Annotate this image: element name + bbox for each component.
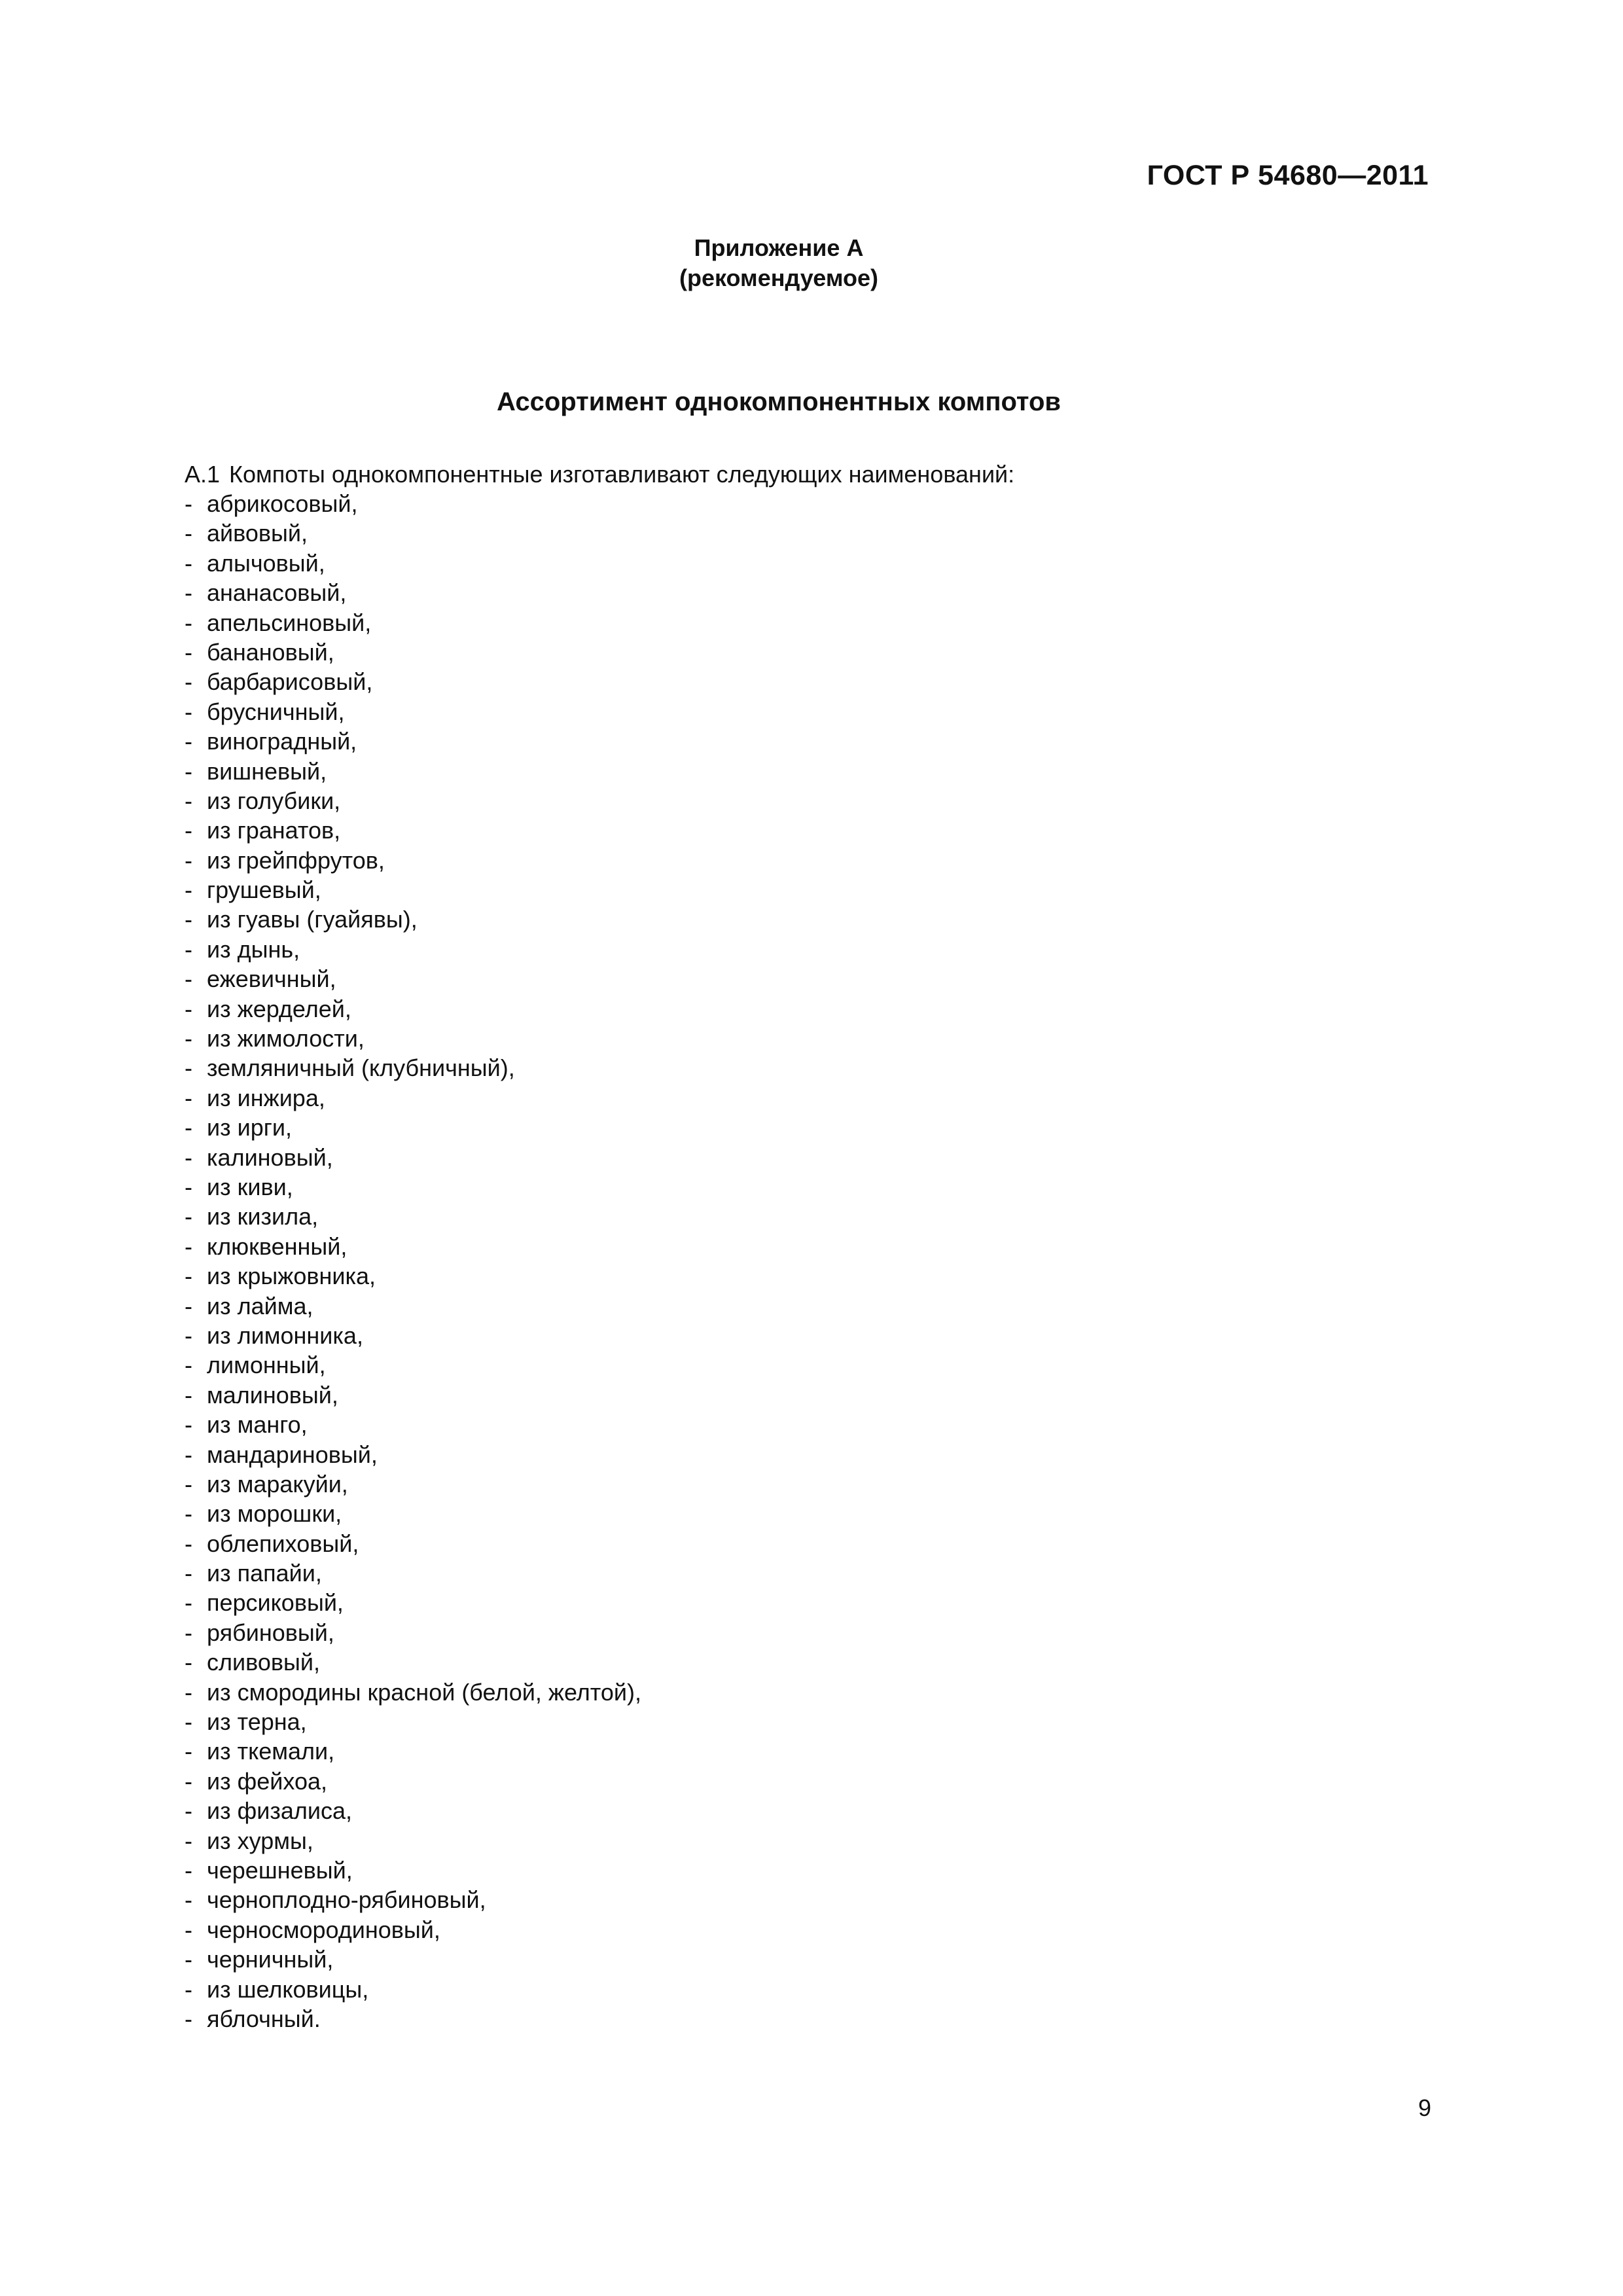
list-marker: - xyxy=(185,757,192,785)
list-item xyxy=(185,1410,1428,1439)
list-item xyxy=(185,846,1428,875)
list-item-text: из хурмы, xyxy=(207,1827,313,1854)
list-item xyxy=(185,697,1428,726)
list-marker: - xyxy=(185,698,192,725)
list-item xyxy=(185,1558,1428,1588)
list-item-text: облепиховый, xyxy=(207,1530,359,1557)
list-item-text: из грейпфрутов, xyxy=(207,846,385,874)
list-marker: - xyxy=(185,1916,192,1943)
list-marker: - xyxy=(185,787,192,814)
list-item-text: черешневый, xyxy=(207,1856,353,1884)
list-item-text: апельсиновый, xyxy=(207,609,372,636)
list-item-text: абрикосовый, xyxy=(207,490,358,517)
list-marker: - xyxy=(185,876,192,904)
list-marker: - xyxy=(185,2005,192,2032)
list-item-text: из фейхоа, xyxy=(207,1767,328,1795)
list-marker: - xyxy=(185,1678,192,1706)
list-item-text: из маракуйи, xyxy=(207,1470,348,1498)
list-item xyxy=(185,1588,1428,1617)
list-item-text: брусничный, xyxy=(207,698,345,725)
list-item xyxy=(185,1796,1428,1825)
list-marker: - xyxy=(185,1143,192,1171)
list-item-text: черничный, xyxy=(207,1946,334,1973)
list-item-text: из лайма, xyxy=(207,1292,313,1319)
list-marker: - xyxy=(185,1441,192,1468)
list-marker: - xyxy=(185,1084,192,1111)
list-item-text: банановый, xyxy=(207,638,334,666)
list-marker: - xyxy=(185,1292,192,1319)
list-item-text: из манго, xyxy=(207,1411,308,1439)
list-item xyxy=(185,875,1428,905)
clause xyxy=(185,459,1428,489)
list-item xyxy=(185,1113,1428,1142)
list-item xyxy=(185,1826,1428,1856)
list-item xyxy=(185,816,1428,845)
appendix-status: (рекомендуемое) xyxy=(679,264,878,291)
list-marker: - xyxy=(185,490,192,517)
list-marker: - xyxy=(185,1411,192,1439)
list-item-text: из папайи, xyxy=(207,1560,322,1587)
list-marker: - xyxy=(185,1054,192,1082)
list-item-text: из голубики, xyxy=(207,787,341,814)
list-marker: - xyxy=(185,1263,192,1290)
appendix-title: Приложение А xyxy=(694,234,864,261)
list-marker: - xyxy=(185,1560,192,1587)
list-item-text: из морошки, xyxy=(207,1500,342,1528)
list-marker: - xyxy=(185,846,192,874)
list-marker: - xyxy=(185,520,192,547)
list-marker: - xyxy=(185,579,192,607)
list-item xyxy=(185,1053,1428,1083)
standard-code: ГОСТ Р 54680—2011 xyxy=(1147,160,1429,191)
clause-number: А.1 xyxy=(185,461,221,488)
list-marker: - xyxy=(185,935,192,963)
list-item xyxy=(185,1529,1428,1558)
list-item-text: ежевичный, xyxy=(207,965,336,993)
list-item xyxy=(185,1707,1428,1736)
list-item xyxy=(185,1915,1428,1945)
list-item xyxy=(185,2004,1428,2034)
list-item xyxy=(185,578,1428,607)
list-item xyxy=(185,667,1428,696)
list-marker: - xyxy=(185,906,192,933)
list-item xyxy=(185,1647,1428,1677)
list-item xyxy=(185,1618,1428,1647)
list-item-text: вишневый, xyxy=(207,757,327,785)
list-item-text: из дынь, xyxy=(207,935,300,963)
list-item-text: барбарисовый, xyxy=(207,668,373,696)
list-item xyxy=(185,1321,1428,1350)
list-item-text: из терна, xyxy=(207,1708,307,1736)
list-item xyxy=(185,489,1428,518)
list-marker: - xyxy=(185,1946,192,1973)
list-item-text: малиновый, xyxy=(207,1381,338,1408)
list-item-text: виноградный, xyxy=(207,728,357,755)
list-item xyxy=(185,1469,1428,1499)
list-item-text: айвовый, xyxy=(207,520,308,547)
list-item-text: алычовый, xyxy=(207,549,325,577)
list-item-text: из смородины красной (белой, желтой), xyxy=(207,1678,642,1706)
list-item-text: из ирги, xyxy=(207,1114,292,1141)
list-item xyxy=(185,1440,1428,1469)
list-item xyxy=(185,757,1428,786)
list-item xyxy=(185,1232,1428,1261)
list-item-text: из физалиса, xyxy=(207,1797,353,1825)
list-item xyxy=(185,1380,1428,1410)
list-item-text: грушевый, xyxy=(207,876,321,904)
list-item xyxy=(185,1945,1428,1974)
list-item xyxy=(185,935,1428,964)
list-item xyxy=(185,548,1428,578)
list-marker: - xyxy=(185,1500,192,1528)
list-item-text: калиновый, xyxy=(207,1143,333,1171)
list-marker: - xyxy=(185,728,192,755)
list-item xyxy=(185,1143,1428,1172)
list-marker: - xyxy=(185,1381,192,1408)
list-marker: - xyxy=(185,1738,192,1765)
list-marker: - xyxy=(185,995,192,1022)
list-item-text: из лимонника, xyxy=(207,1321,363,1349)
list-item xyxy=(185,1350,1428,1380)
list-marker: - xyxy=(185,1321,192,1349)
list-item-text: из ткемали, xyxy=(207,1738,335,1765)
compote-list xyxy=(185,489,1428,2034)
list-item xyxy=(185,1083,1428,1113)
list-item xyxy=(185,994,1428,1024)
list-item xyxy=(185,1975,1428,2004)
list-marker: - xyxy=(185,1114,192,1141)
list-item-text: из крыжовника, xyxy=(207,1263,376,1290)
content xyxy=(185,459,1428,2034)
appendix-heading xyxy=(0,233,1558,293)
list-item-text: из гранатов, xyxy=(207,817,341,844)
list-marker: - xyxy=(185,609,192,636)
list-item-text: рябиновый, xyxy=(207,1619,334,1646)
list-marker: - xyxy=(185,1708,192,1736)
list-item xyxy=(185,1172,1428,1202)
section-title: Ассортимент однокомпонентных компотов xyxy=(496,387,1061,416)
list-item xyxy=(185,518,1428,548)
list-marker: - xyxy=(185,1173,192,1200)
list-marker: - xyxy=(185,1530,192,1557)
list-marker: - xyxy=(185,638,192,666)
list-item xyxy=(185,1499,1428,1528)
list-marker: - xyxy=(185,1797,192,1825)
list-item-text: земляничный (клубничный), xyxy=(207,1054,515,1082)
list-marker: - xyxy=(185,1827,192,1854)
list-marker: - xyxy=(185,1767,192,1795)
list-item xyxy=(185,1677,1428,1707)
list-item xyxy=(185,1024,1428,1053)
list-item xyxy=(185,608,1428,637)
list-marker: - xyxy=(185,1203,192,1230)
list-marker: - xyxy=(185,1232,192,1260)
list-item-text: мандариновый, xyxy=(207,1441,378,1468)
list-item-text: из гуавы (гуайявы), xyxy=(207,906,418,933)
list-marker: - xyxy=(185,1025,192,1052)
list-marker: - xyxy=(185,668,192,696)
list-marker: - xyxy=(185,1470,192,1498)
list-item xyxy=(185,1291,1428,1321)
list-marker: - xyxy=(185,1589,192,1617)
list-item-text: сливовый, xyxy=(207,1649,320,1676)
list-item-text: черноплодно-рябиновый, xyxy=(207,1886,486,1914)
list-item xyxy=(185,905,1428,934)
list-item xyxy=(185,964,1428,994)
list-item-text: из жерделей, xyxy=(207,995,351,1022)
list-item xyxy=(185,1856,1428,1885)
list-marker: - xyxy=(185,1619,192,1646)
list-item-text: клюквенный, xyxy=(207,1232,348,1260)
list-item xyxy=(185,637,1428,667)
list-item xyxy=(185,1885,1428,1914)
clause-text: Компоты однокомпонентные изготавливают следующих наименований: xyxy=(229,461,1015,488)
list-marker: - xyxy=(185,549,192,577)
list-item-text: из шелковицы, xyxy=(207,1975,369,2003)
list-item xyxy=(185,1202,1428,1231)
list-marker: - xyxy=(185,1886,192,1914)
list-item xyxy=(185,1736,1428,1766)
list-item-text: из кизила, xyxy=(207,1203,319,1230)
list-item-text: из киви, xyxy=(207,1173,293,1200)
list-item-text: черносмородиновый, xyxy=(207,1916,440,1943)
list-marker: - xyxy=(185,1649,192,1676)
list-marker: - xyxy=(185,1352,192,1379)
list-item-text: яблочный. xyxy=(207,2005,321,2032)
list-item-text: персиковый, xyxy=(207,1589,344,1617)
list-item xyxy=(185,1261,1428,1291)
list-marker: - xyxy=(185,1856,192,1884)
list-item-text: лимонный, xyxy=(207,1352,326,1379)
list-marker: - xyxy=(185,817,192,844)
list-item xyxy=(185,1767,1428,1796)
list-marker: - xyxy=(185,965,192,993)
page-number: 9 xyxy=(1418,2094,1431,2121)
list-item xyxy=(185,726,1428,756)
list-item-text: из инжира, xyxy=(207,1084,325,1111)
list-item-text: ананасовый, xyxy=(207,579,347,607)
list-item-text: из жимолости, xyxy=(207,1025,365,1052)
list-marker: - xyxy=(185,1975,192,2003)
list-item xyxy=(185,786,1428,816)
